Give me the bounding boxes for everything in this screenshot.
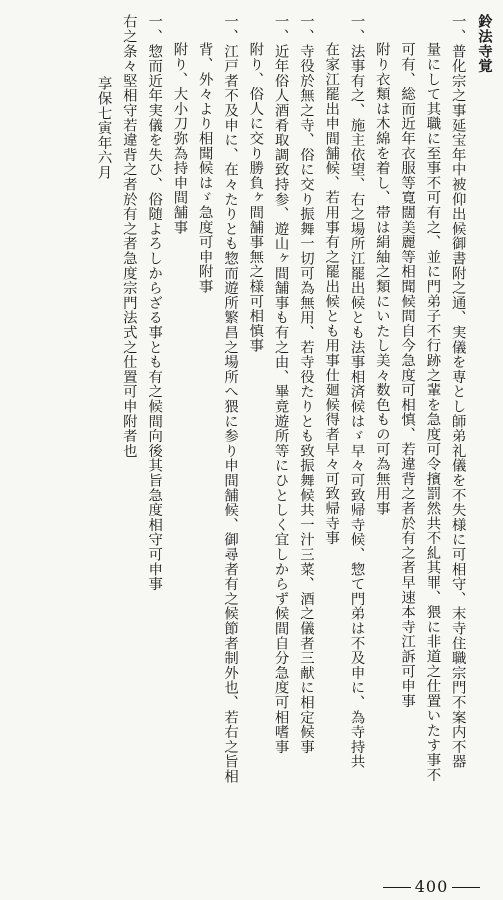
text-column: 附り衣類は木綿を着し、帯は絹紬之類にいたし美々数色もの可為無用事 — [373, 42, 390, 516]
text-column: 量にして其職に至事不可有之、並に門弟子不行跡之輩を急度可令擯罰然共不糺其罪、猥に非道之仕置いたす事不 — [424, 42, 441, 782]
text-column: 一、法事有之、施主依望、右之場所江罷出候とも法事相済候はゞ早々可致帰寺候、惣て門弟は不及申に、為寺持共 — [348, 14, 365, 769]
vertical-text-body — [90, 14, 497, 864]
closing-statement: 右之条々堅相守若違背之者於有之者急度宗門法式之仕置可申附者也 — [120, 14, 137, 458]
text-column: 在家江罷出申間舗候、若用事有之罷出候とも用事仕廻候得者早々可致帰寺事 — [323, 42, 340, 546]
date-line: 享保七寅年六月 — [95, 76, 112, 180]
document-title: 鈴法寺覚 — [476, 14, 493, 74]
text-column: 附り、大小刀弥為持申間舗事 — [171, 42, 188, 235]
text-column: 一、惣而近年実儀を失ひ、俗随よろしからざる事とも有之候間向後其旨急度相守可申事 — [146, 14, 163, 592]
dash-right — [452, 887, 480, 889]
text-column: 一、普化宗之事延宝年中被仰出候御書附之通、実儀を専とし師弟礼儀を不失様に可相守、末寺住職宗門不案内不器 — [449, 14, 466, 769]
text-column: 一、近年俗人酒肴取調致持参、遊山ヶ間舗事も有之由、畢竟遊所等にひとしく宜しからず候間自分急度可相嗜事 — [272, 14, 289, 754]
text-column: 背、外々より相聞候はゞ急度可申附事 — [196, 42, 213, 294]
text-column: 一、江戸者不及申に、在々たりとも惣而遊所繁昌之場所へ猥に参り申間舗候、御尋者有之候節者制外也、若右之旨相 — [222, 14, 239, 784]
text-column: 附り、俗人に交り勝負ヶ間舗事無之様可相慎事 — [247, 42, 264, 353]
text-column: 一、寺役於無之寺、俗に交り振舞一切可為無用、若寺役たりとも致振舞候共一汁三菜、酒之儀者三献に相定候事 — [297, 14, 314, 754]
page-number — [0, 877, 503, 896]
dash-left — [383, 887, 411, 889]
text-column: 可有、総而近年衣服等寛闊美麗等相聞候間自今急度可相慎、若違背之者於有之者早速本寺江訴可申事 — [399, 42, 416, 708]
page-number-text: 400 — [414, 877, 449, 896]
